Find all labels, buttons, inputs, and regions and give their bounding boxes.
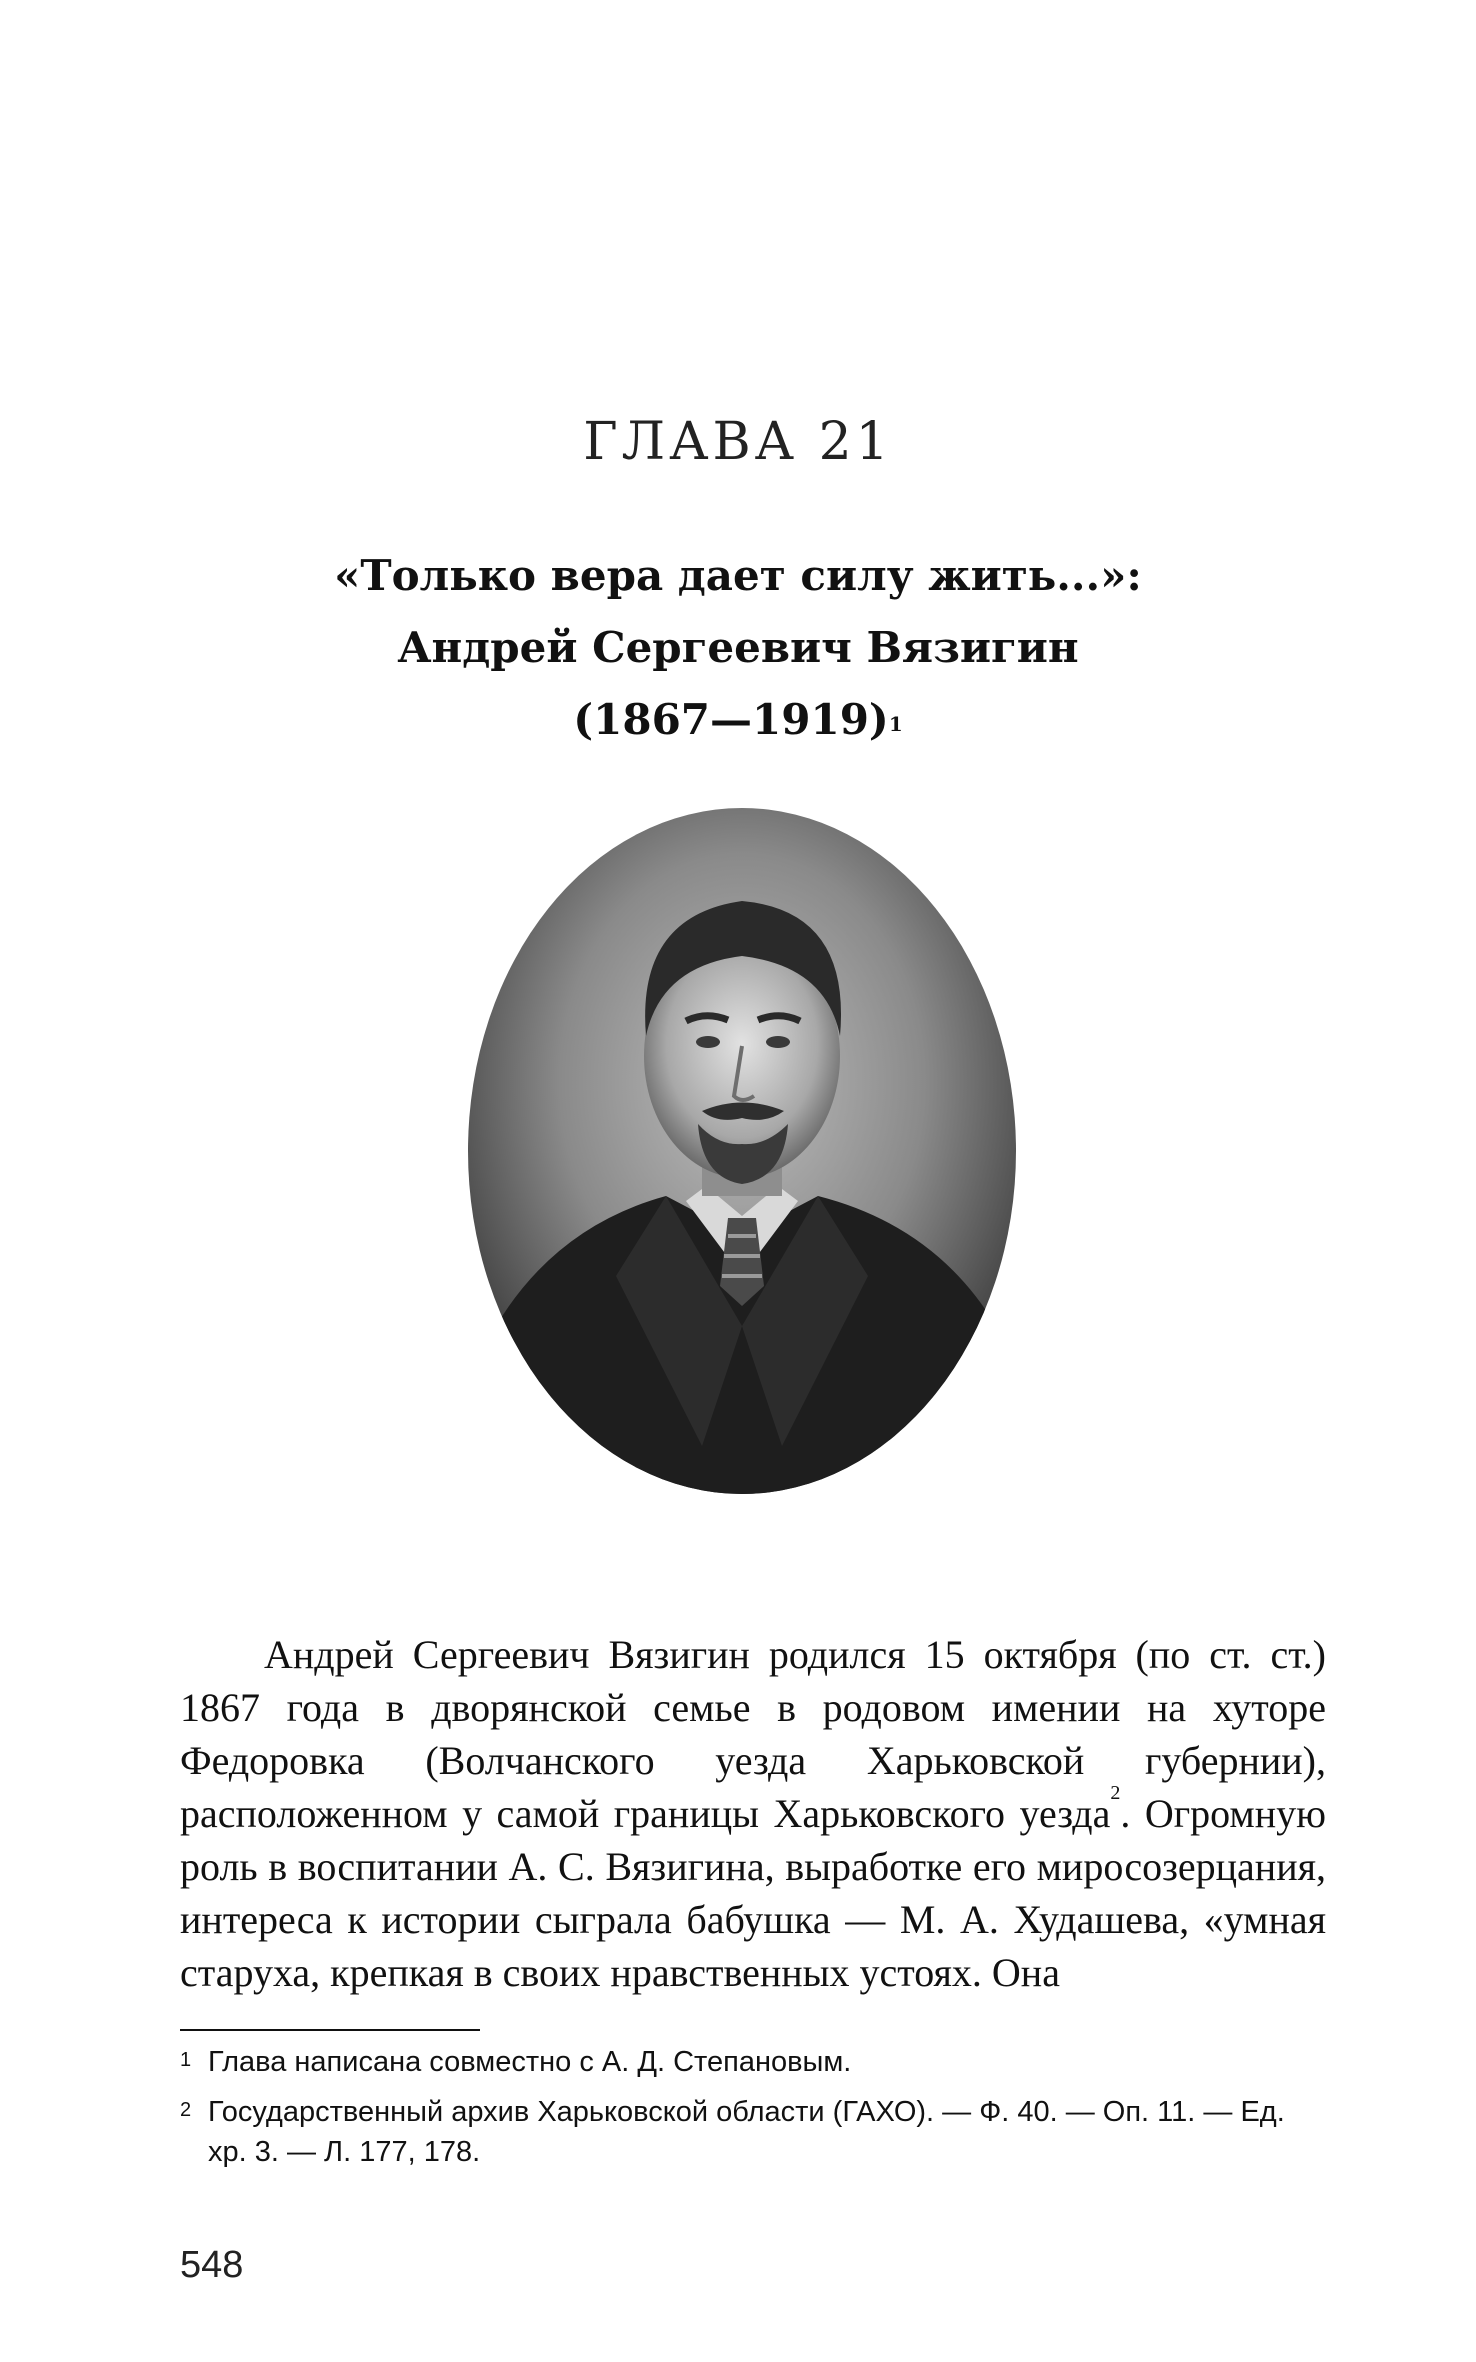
footnote-1 [180,2042,1326,2082]
footnote-divider [180,2029,480,2031]
footnote-number: 1 [180,2049,192,2071]
portrait-photo [466,806,1018,1496]
chapter-title [0,540,1476,756]
footnote-ref-2: 2 [1110,1782,1121,1804]
chapter-title-line-1: «Только вера дает силу жить...»: [334,551,1142,600]
chapter-title-dates: (1867—1919) [573,695,889,744]
footnote-text: Государственный архив Харьковской области (ГАХО). — Ф. 40. — Оп. 11. — Ед. хр. 3. — Л. 177, 178. [208,2096,1285,2168]
body-paragraph [180,1628,1326,1999]
footnote-2 [180,2092,1326,2172]
chapter-title-line-2: Андрей Сергеевич Вязигин [397,623,1079,672]
footnote-text: Глава написана совместно с А. Д. Степановым. [208,2046,852,2078]
footnote-ref-1: 1 [888,712,903,736]
chapter-title-line-3 [0,684,1476,756]
body-paragraph-part-1: Андрей Сергеевич Вязигин родился 15 октября (по ст. ст.) 1867 года в дворянской семье в родовом имении на хуторе Федоровка (Волчанского уезда Харьковской губернии), расположенном у самой границы Харьковского уезда [180,1632,1326,1836]
footnote-number: 2 [180,2099,192,2121]
footnotes [180,2042,1326,2182]
page-number: 548 [180,2244,244,2286]
body-paragraph-part-2: . Огромную роль в воспитании А. С. Вязигина, выработке его миросозерцания, интереса к истории сыграла бабушка — М. А. Худашева, «умная старуха, крепкая в своих нравственных устоях. Она [180,1791,1326,1995]
chapter-label: ГЛАВА 21 [583,412,893,472]
